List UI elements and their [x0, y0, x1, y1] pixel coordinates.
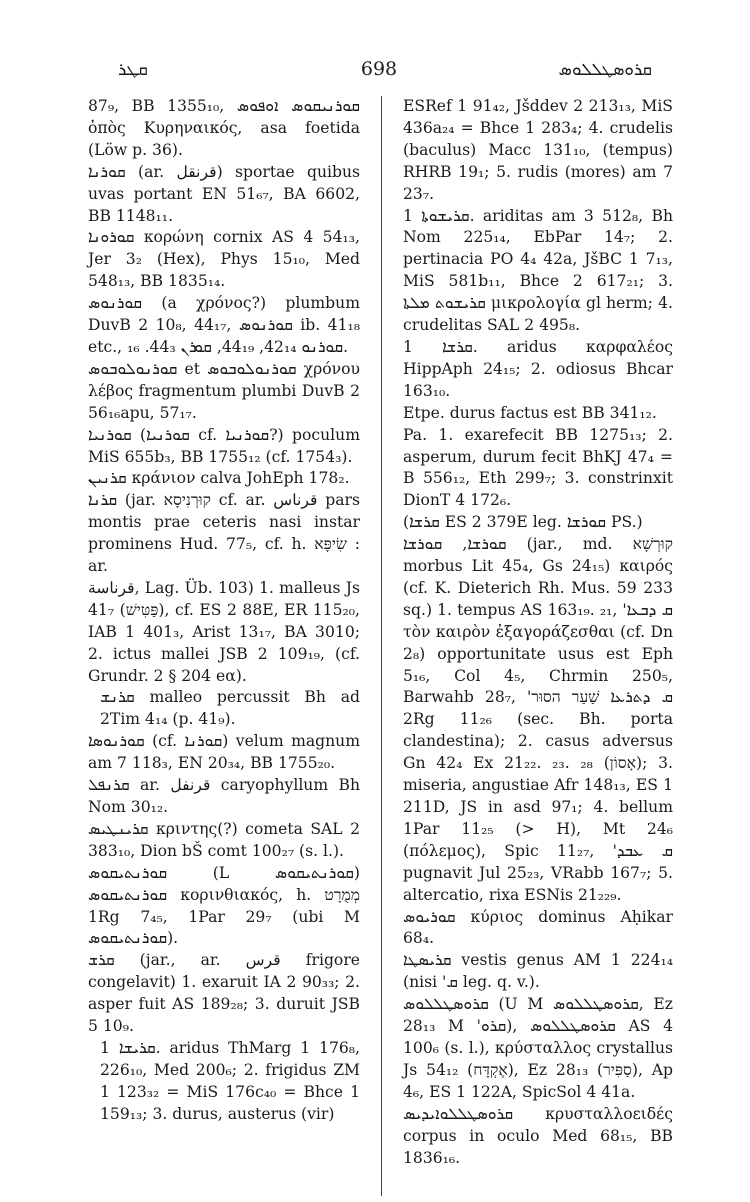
dictionary-entry: ܩܘܪܢܘܠܘܒܘܣ et ܩܘܪܢܘܠܘܒܘܣ χρόνου λέβος fragmentum plumbi DuvB 2 56₁₆apu, 57₁₇.: [88, 359, 360, 422]
header-right-catchword: ܩܪܘܣܛܠܠܘܣ: [558, 60, 652, 80]
page-header: [88, 58, 670, 84]
dictionary-entry: (ܩܪܫܐ ES 2 379E leg. ܩܘܪܫܐ PS.): [403, 513, 643, 532]
dictionary-entry: ESRef 1 91₄₂, Jšddev 2 213₁₃, MiS 436a₂₄ = Bhce 1 283₄; 4. crudelis (baculus) Macc 131₁₀, (tempus) RHRB 19₁; 5. rudis (mores) am 7 23₇.: [403, 97, 673, 203]
dictionary-entry: ܩܪܫܐ 1. aridus καρφαλέος HippAph 24₁₅; 2. odiosus Bhcar 163₁₀.: [403, 337, 673, 400]
dictionary-entry: ܩܘܪܫܐ, ܩܘܪܫܐ (jar., md. קוּרְשָׁא morbus Lit 45₄, Gs 24₁₅) καιρός (cf. K. Dieterich Rh. Mus. 59 233 sq.) 1. tempus AS 163₁₉. ₂₁, 'ܩ ܕܒܥܐ τὸν καιρὸν ἐξαγοράζεσθαι (cf. Dn 2₈) opportunitate usus est Eph 5₁₆, Col 4₅, Chrmin 250₅, Barwahb 28₇, 'ܩ ܕܬܪܥܐ שַׁעַר הסוּר 2Rg 11₂₆ (sec. Bh. porta clandestina); 2. casus adversus Gn 42₄ Ex 21₂₂. ₂₃. ₂₈ (אָסוֹן); 3. miseria, angustiae Afr 148₁₃, ES 1 211D, JS in asd 97₁; 4. bellum 1Par 11₂₅ (> H), Mt 24₆ (πόλεμος), Spic 11₂₇, 'ܩ ܥܒܕ pugnavit Jul 25₂₃, VRabb 167₇; 5. altercatio, rixa ESNis 21₂₂₉.: [403, 535, 674, 904]
dictionary-entry: ܩܪܝܫܘܬܐ 1. ariditas am 3 512₈, Bh Nom 225₁₄, EbPar 14₇; 2. pertinacia PO 4₄ 42a, JšBC 1 7₁₃, MiS 581b₁₁, Bhce 2 617₂₁; 3. ܩܪܝܫܘܬ ܡܠܬܐ μικρολογία gl herm; 4. crudelitas SAL 2 495₈.: [403, 206, 673, 335]
dictionary-entry: Etpe. durus factus est BB 341₁₂.: [403, 403, 657, 422]
page-number: 698: [360, 58, 398, 80]
dictionary-entry: ܩܪܢܝܢ κράνιον calva JohEph 178₂.: [88, 469, 350, 488]
right-column: [403, 96, 673, 1169]
dictionary-entry: ܩܪܘܣܛܠܠܘܐܝܕܝܣ κρυσταλλοειδές corpus in oculo Med 68₁₅, BB 1836₁₆.: [403, 1104, 673, 1167]
dictionary-entry: ܩܪܝܢܛܝܣ κριντης(?) cometa SAL 2 383₁₀, Dion bŠ comt 100₂₇ (s. l.).: [88, 819, 360, 860]
dictionary-entry: ܩܪܘܣܛܠܠܘܣ (U M ܩܪܘܣܛܠܠܘܣ, Ez 28₁₃ M 'ܩܪܘ), ܩܪܘܣܛܠܠܘܣ AS 4 100₆ (s. l.), κρύσταλλος crystallus Js 54₁₂ (אֶקְדָּח), Ez 28₁₃ (סַפִּיר), Ap 4₆, ES 1 122A, SpicSol 4 41a.: [403, 995, 673, 1101]
column-divider: [381, 96, 382, 1196]
dictionary-entry: ܩܪܢܦܠ ar. قرنفل caryophyllum Bh Nom 30₁₂.: [88, 776, 360, 816]
dictionary-entry: ܩܘܪܢܬܝܩܘܣ (L ܩܘܪܢܬܝܩܘܣ) ܩܘܪܢܬܝܩܘܣ κορινθιακός, h. מְמֻרָט 1Rg 7₄₅, 1Par 29₇ (ubi M ܩܘܪܢܬܝܩܘܣ).: [88, 863, 360, 948]
dictionary-entry: ܩܘܪܢܝܐ (ܩܘܪܢܝܐ cf. ܩܘܪܢܝܐ?) poculum MiS 655b₃, BB 1755₁₂ (cf. 1754₃).: [88, 425, 360, 466]
dictionary-entry: Pa. 1. exarefecit BB 1275₁₃; 2. asperum, durum fecit BhKJ 47₄ = B 556₁₂, Eth 299₇; 3. constrinxit DionT 4 172₆.: [403, 425, 673, 510]
dictionary-entry: ܩܪܢܫ malleo percussit Bh ad 2Tim 4₁₄ (p. 41₉).: [100, 688, 360, 729]
dictionary-entry: ܩܪܫ (jar., ar. قرس frigore congelavit) 1. exaruit IA 2 90₃₃; 2. asper fuit AS 189₂₈; 3. duruit JSB 5 10₉.: [88, 951, 361, 1036]
dictionary-entry: ܩܪܝܣܛܐ vestis genus AM 1 224₁₄ (nisi 'ܩ leg. q. v.).: [403, 951, 673, 992]
header-left-catchword: ܩܛܪ: [118, 60, 148, 80]
dictionary-entry: ܩܘܪܢܘܣܐ (cf. ܩܘܪܢܐ) velum magnum am 7 118₃, EN 20₃₄, BB 1755₂₀.: [88, 732, 361, 773]
dictionary-entry: ܩܪܢܐ (jar. קוּרְנִיסָא cf. ar. قرناس pars montis prae ceteris nasi instar prominens Hud. 77₅, cf. h. שִׂיפָּא : ar.: [88, 491, 360, 576]
dictionary-entry: ܩܘܪܢܘܣ (a χρόνος?) plumbum DuvB 2 10₈, 44₁₇, ܩܘܪܢܘܣ ib. 41₁₈ etc., ܩܘܪܢܘ 42₁₄, 44₁₉, ܩܘܪܢ 44₃. ₁₆.: [88, 294, 361, 356]
left-column: [88, 96, 360, 1126]
dictionary-entry: قرناسة, Lag. Üb. 103) 1. malleus Js 41₇ (פַּטִּישׁ), cf. ES 2 88E, ER 115₂₀, IAB 1 401₃, Arist 13₁₇, BA 3010; 2. ictus mallei JSB 2 109₁₉, (cf. Grundr. 2 § 204 eα).: [88, 578, 360, 685]
dictionary-entry: ܩܪܝܫܐ 1. aridus ThMarg 1 176₈, 226₁₀, Med 200₆; 2. frigidus ZM 1 123₃₂ = MiS 176c₄₀ = Bhce 1 159₁₃; 3. durus, austerus (vir): [100, 1038, 360, 1123]
dictionary-entry: ܩܘܪܝܘܣ κύριος dominus Aḥikar 68₄.: [403, 907, 673, 948]
dictionary-entry: ܩܘܪܢܐ (ar. قرنقل) sportae quibus uvas portant EN 51₆₇, BA 6602, BB 1148₁₁.: [88, 162, 360, 225]
dictionary-entry: ܩܘܪܘܢܐ κορώνη cornix AS 4 54₁₃, Jer 3₂ (Hex), Phys 15₁₀, Med 548₁₃, BB 1835₁₄.: [88, 228, 360, 291]
dictionary-entry: 87₉, BB 1355₁₀, ܩܘܪܢܝܩܘܣ ܐܘܦܘܣ ὀπὸς Κυρηναικός, asa foetida (Löw p. 36).: [88, 97, 360, 159]
